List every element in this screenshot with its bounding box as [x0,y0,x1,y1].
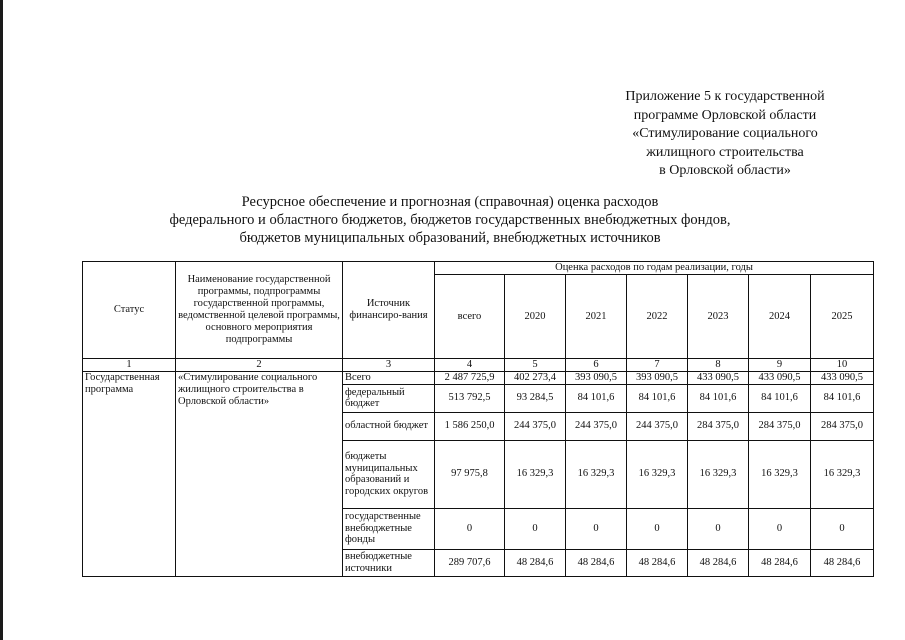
source-cell: федеральный бюджет [343,384,435,412]
column-number: 1 [83,359,176,372]
program-name-cell: «Стимулирование социального жилищного строительства в Орловской области» [176,371,343,576]
value-cell: 97 975,8 [435,440,505,508]
header-year-2024: 2024 [749,275,811,359]
value-cell: 0 [811,508,874,549]
value-cell: 16 329,3 [811,440,874,508]
value-cell: 16 329,3 [505,440,566,508]
value-cell: 393 090,5 [566,371,627,384]
value-cell: 48 284,6 [505,549,566,576]
value-cell: 84 101,6 [627,384,688,412]
column-number: 7 [627,359,688,372]
source-cell: внебюджетные источники [343,549,435,576]
header-status: Статус [83,262,176,359]
status-cell: Государственная программа [83,371,176,576]
value-cell: 433 090,5 [811,371,874,384]
value-cell: 84 101,6 [566,384,627,412]
value-cell: 393 090,5 [627,371,688,384]
budget-table [82,261,874,577]
document-title [130,193,770,247]
value-cell: 244 375,0 [566,412,627,440]
source-cell: Всего [343,371,435,384]
value-cell: 0 [688,508,749,549]
value-cell: 0 [566,508,627,549]
source-cell: государственные внебюджетные фонды [343,508,435,549]
value-cell: 93 284,5 [505,384,566,412]
appendix-line: жилищного строительства [646,144,804,160]
appendix-line: «Стимулирование социального [632,126,818,142]
value-cell: 0 [627,508,688,549]
value-cell: 16 329,3 [688,440,749,508]
value-cell: 1 586 250,0 [435,412,505,440]
value-cell: 0 [749,508,811,549]
appendix-note [600,88,850,181]
column-number: 9 [749,359,811,372]
value-cell: 402 273,4 [505,371,566,384]
value-cell: 84 101,6 [811,384,874,412]
value-cell: 433 090,5 [749,371,811,384]
appendix-line: Приложение 5 к государственной [625,89,825,104]
value-cell: 84 101,6 [688,384,749,412]
value-cell: 284 375,0 [688,412,749,440]
column-number: 6 [566,359,627,372]
header-total: всего [435,275,505,359]
source-cell: бюджеты муниципальных образований и городских округов [343,440,435,508]
title-line: федерального и областного бюджетов, бюджетов государственных внебюджетных фондов, [169,212,731,228]
header-estimate: Оценка расходов по годам реализации, годы [435,262,874,275]
value-cell: 48 284,6 [811,549,874,576]
column-number: 8 [688,359,749,372]
column-number: 10 [811,359,874,372]
column-number: 2 [176,359,343,372]
header-year-2021: 2021 [566,275,627,359]
value-cell: 433 090,5 [688,371,749,384]
value-cell: 48 284,6 [566,549,627,576]
value-cell: 16 329,3 [749,440,811,508]
header-year-2022: 2022 [627,275,688,359]
column-number: 4 [435,359,505,372]
left-page-edge [0,0,3,640]
header-year-2020: 2020 [505,275,566,359]
column-number: 5 [505,359,566,372]
header-name: Наименование государственной программы, подпрограммы государственной программы, ведомственной целевой программы, основного мероприятия подпрограммы [176,262,343,359]
value-cell: 284 375,0 [811,412,874,440]
source-cell: областной бюджет [343,412,435,440]
value-cell: 16 329,3 [566,440,627,508]
value-cell: 2 487 725,9 [435,371,505,384]
value-cell: 16 329,3 [627,440,688,508]
value-cell: 0 [505,508,566,549]
value-cell: 244 375,0 [505,412,566,440]
value-cell: 48 284,6 [688,549,749,576]
value-cell: 84 101,6 [749,384,811,412]
title-line: бюджетов муниципальных образований, внебюджетных источников [239,230,661,246]
value-cell: 289 707,6 [435,549,505,576]
value-cell: 0 [435,508,505,549]
value-cell: 244 375,0 [627,412,688,440]
appendix-line: в Орловской области» [659,163,791,179]
header-year-2025: 2025 [811,275,874,359]
value-cell: 48 284,6 [627,549,688,576]
header-year-2023: 2023 [688,275,749,359]
column-number: 3 [343,359,435,372]
header-source: Источник финансиро-вания [343,262,435,359]
value-cell: 513 792,5 [435,384,505,412]
appendix-line: программе Орловской области [633,107,817,123]
value-cell: 48 284,6 [749,549,811,576]
value-cell: 284 375,0 [749,412,811,440]
title-line: Ресурсное обеспечение и прогнозная (справочная) оценка расходов [241,194,659,210]
